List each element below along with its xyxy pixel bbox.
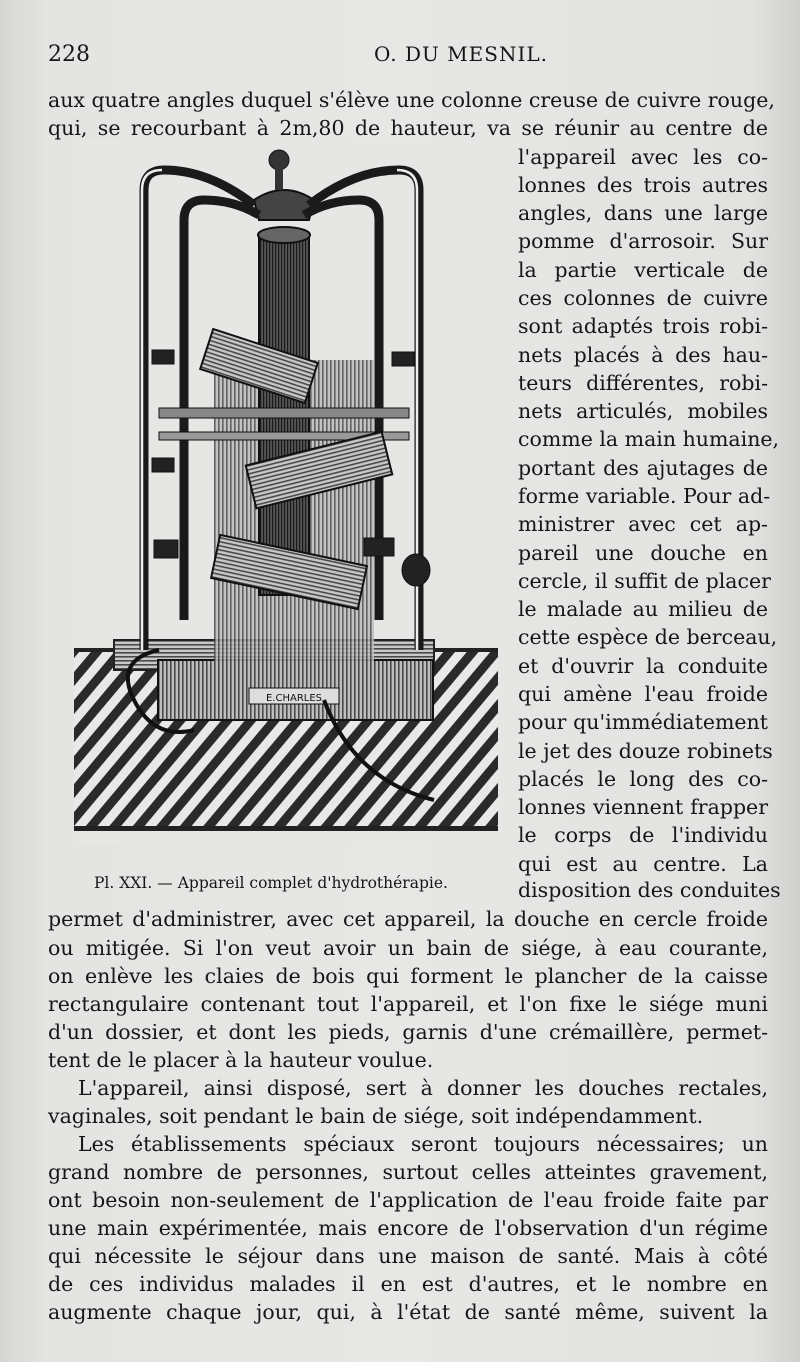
body-line-bottom-12: qui nécessite le séjour dans une maison de santé. Mais à côté [48,1244,768,1268]
body-line-bottom-9: grand nombre de personnes, surtout celles atteintes gravement, [48,1160,768,1184]
narrow-line-13: ministrer avec cet ap- [518,512,768,536]
figure-caption: Pl. XXI. — Appareil complet d'hydrothérapie. [94,874,448,892]
narrow-line-10: comme la main humaine, [518,427,780,451]
narrow-line-6: sont adaptés trois robi- [518,314,768,338]
body-line-bottom-11: une main expérimentée, mais encore de l'observation d'un régime [48,1216,768,1240]
narrow-line-7: nets placés à des hau- [518,343,768,367]
narrow-line-1: lonnes des trois autres [518,173,768,197]
body-line-top-0: aux quatre angles duquel s'élève une colonne creuse de cuivre rouge, [48,88,775,112]
narrow-line-12: forme variable. Pour ad- [518,484,771,508]
body-line-bottom-3: rectangulaire contenant tout l'appareil, et l'on fixe le siége muni [48,992,768,1016]
narrow-line-26: disposition des conduites [518,878,781,902]
narrow-line-25: qui est au centre. La [518,852,768,876]
narrow-line-17: cette espèce de berceau, [518,625,778,649]
narrow-line-20: pour qu'immédiatement [518,710,768,734]
body-line-bottom-4: d'un dossier, et dont les pieds, garnis d'une crémaillère, permet- [48,1020,768,1044]
body-line-bottom-5: tent de le placer à la hauteur voulue. [48,1048,434,1072]
body-line-bottom-7: vaginales, soit pendant le bain de siége, soit indépendamment. [48,1104,704,1128]
narrow-line-15: cercle, il suffit de placer [518,569,771,593]
narrow-line-19: qui amène l'eau froide [518,682,768,706]
plate-label: E.CHARLES [265,693,323,704]
body-line-bottom-0: permet d'administrer, avec cet appareil, la douche en cercle froide [48,907,768,931]
narrow-line-2: angles, dans une large [518,201,768,225]
page-number: 228 [48,42,90,67]
narrow-line-3: pomme d'arrosoir. Sur [518,229,768,253]
body-line-top-1: qui, se recourbant à 2m,80 de hauteur, va se réunir au centre de [48,116,768,140]
running-title: O. DU MESNIL. [374,42,549,66]
body-line-bottom-6: L'appareil, ainsi disposé, sert à donner les douches rectales, [78,1076,768,1100]
narrow-line-5: ces colonnes de cuivre [518,286,768,310]
narrow-line-18: et d'ouvrir la conduite [518,654,768,678]
page-header [48,40,760,72]
narrow-line-21: le jet des douze robinets [518,739,773,763]
body-line-bottom-2: on enlève les claies de bois qui forment le plancher de la caisse [48,964,768,988]
body-line-bottom-14: augmente chaque jour, qui, à l'état de santé même, suivent la [48,1300,768,1324]
narrow-line-8: teurs différentes, robi- [518,371,768,395]
narrow-line-9: nets articulés, mobiles [518,399,768,423]
narrow-line-14: pareil une douche en [518,541,768,565]
body-line-bottom-13: de ces individus malades il en est d'autres, et le nombre en [48,1272,768,1296]
body-line-bottom-8: Les établissements spéciaux seront toujours nécessaires; un [78,1132,768,1156]
narrow-line-0: l'appareil avec les co- [518,145,768,169]
body-line-bottom-1: ou mitigée. Si l'on veut avoir un bain de siége, à eau courante, [48,936,768,960]
body-line-bottom-10: ont besoin non-seulement de l'application de l'eau froide faite par [48,1188,768,1212]
narrow-line-22: placés le long des co- [518,767,768,791]
narrow-line-4: la partie verticale de [518,258,768,282]
narrow-line-11: portant des ajutages de [518,456,768,480]
narrow-line-23: lonnes viennent frapper [518,795,768,819]
hydrotherapy-illustration [74,140,498,844]
narrow-line-24: le corps de l'individu [518,823,768,847]
narrow-line-16: le malade au milieu de [518,597,768,621]
